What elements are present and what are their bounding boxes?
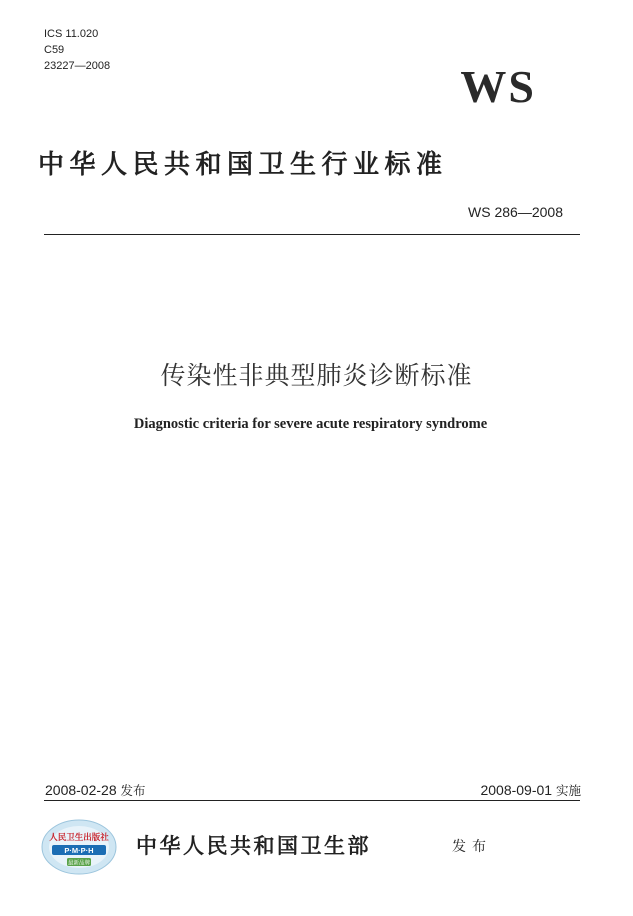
- issue-date: 2008-02-28: [45, 782, 117, 798]
- record-number: 23227—2008: [44, 60, 111, 72]
- logo-bottom-text: 最新品牌: [67, 860, 91, 867]
- english-title: Diagnostic criteria for severe acute respiratory syndrome: [133, 416, 488, 432]
- publisher-action: 发布: [452, 839, 492, 855]
- issue-date-line: [45, 781, 146, 799]
- logo-mid-text: P·M·P·H: [64, 846, 94, 855]
- standard-category-mark: WS: [460, 61, 536, 112]
- implement-date-line: [480, 781, 581, 799]
- issue-label: 发布: [120, 783, 146, 798]
- pmph-logo-icon: [40, 818, 118, 876]
- header-divider: [44, 234, 580, 235]
- chinese-title: 传染性非典型肺炎诊断标准: [160, 361, 473, 390]
- logo-top-text: 人民卫生出版社: [49, 833, 109, 843]
- implement-label: 实施: [555, 783, 581, 798]
- ccs-code: C59: [44, 44, 65, 56]
- footer-divider: [44, 800, 580, 801]
- ics-code: ICS 11.020: [44, 28, 99, 40]
- publisher-logo: [40, 818, 118, 876]
- industry-standard-title: 中华人民共和国卫生行业标准: [38, 150, 448, 180]
- implement-date: 2008-09-01: [480, 782, 553, 798]
- standard-number: WS 286—2008: [468, 204, 563, 220]
- publisher-name: 中华人民共和国卫生部: [136, 834, 371, 858]
